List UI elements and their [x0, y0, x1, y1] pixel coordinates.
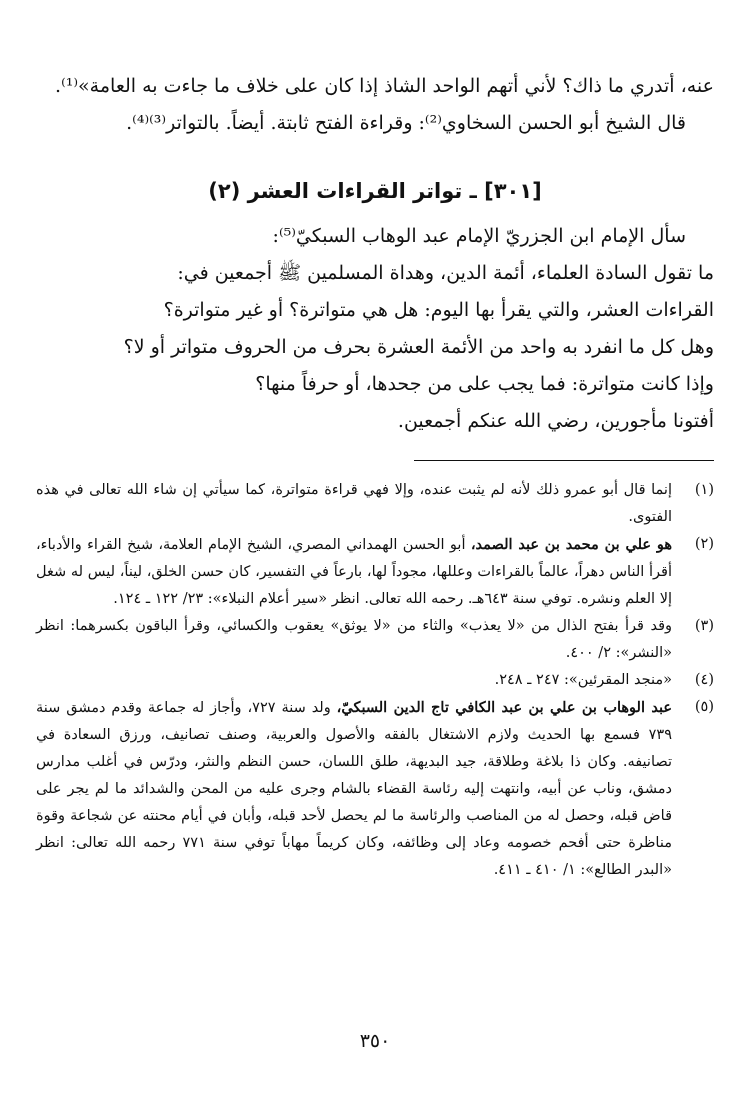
- footnote-4: [36, 667, 714, 694]
- footnote-body: ولد سنة ٧٢٧، وأجاز له جماعة وقدم دمشق سنة ٧٣٩ فسمع بها الحديث ولازم الاشتغال بالفقه والأصول والعربية، وصنف تصانيف، ورزق السعادة في تصانيفه. وكان ذا بلاغة وطلاقة، جيد البديهة، طلق اللسان، حسن النظم والنثر، ودرّس في أغلب مدارس دمشق، وناب عن أبيه، وانتهت إليه رئاسة القضاء بالشام وجرى عليه من المحن والشدائد ما لم يجر على قاض قبله، وحصل له من المناصب والرئاسة ما لم يحصل لأحد قبله، وأبان في أيام محنته عن شجاعة وقوة مناظرة حتى أفحم خصومه وعاد إلى وظائفه، وكان كريماً مهاباً توفي سنة ٧٧١ رحمه الله تعالى: انظر «البدر الطالع»: ١/ ٤١٠ ـ ٤١١.: [36, 700, 672, 878]
- footnote-text: [36, 694, 672, 884]
- footnote-1: [36, 477, 714, 531]
- footnote-text: [36, 531, 672, 613]
- footnote-2: [36, 531, 714, 613]
- question-line-6: أفتونا مأجورين، رضي الله عنكم أجمعين.: [397, 410, 714, 432]
- page-number: ٣٥٠: [359, 1030, 391, 1052]
- footnote-text: [36, 667, 672, 694]
- footnote-body: وقد قرأ بفتح الذال من «لا يعذب» والثاء من «لا يوثق» يعقوب والكسائي، وقرأ الباقون بكسرهما: انظر «النشر»: ٢/ ٤٠٠.: [36, 618, 672, 661]
- footnote-body: أبو الحسن الهمداني المصري، الشيخ الإمام العلامة، شيخ القراء والأدباء، أقرأ الناس دهراً، عالماً بالقراءات وعللها، مجوداً لها، بارعاً في التفسير، كان حسن الخلق، ليناً، ليس له شغل إلا العلم ونشره. توفي سنة ٦٤٣هـ. رحمه الله تعالى. انظر «سير أعلام النبلاء»: ٢٣/ ١٢٢ ـ ١٢٤.: [36, 537, 672, 607]
- question-line-3: القراءات العشر، والتي يقرأ بها اليوم: هل هي متواترة؟ أو غير متواترة؟: [163, 299, 714, 321]
- footnote-number: (١): [694, 482, 714, 498]
- footnote-3: [36, 613, 714, 667]
- footnote-text: [36, 613, 672, 667]
- question-line-4: وهل كل ما انفرد به واحد من الأئمة العشرة بحرف من الحروف متواتر أو لا؟: [123, 336, 714, 358]
- main-text: [36, 68, 714, 440]
- footnote-lead: هو علي بن محمد بن عبد الصمد،: [470, 536, 672, 553]
- footnote-divider: [414, 460, 714, 461]
- paragraph-continuation: عنه، أتدري ما ذاك؟ لأني أتهم الواحد الشاذ إذا كان على خلاف ما جاءت به العامة»⁽¹⁾.: [55, 75, 714, 97]
- paragraph-sakhawi: قال الشيخ أبو الحسن السخاوي⁽²⁾: وقراءة الفتح ثابتة. أيضاً. بالتواتر⁽³⁾⁽⁴⁾.: [126, 112, 686, 134]
- footnote-5: [36, 694, 714, 884]
- question-line-5: وإذا كانت متواترة: فما يجب على من جحدها، أو حرفاً منها؟: [255, 373, 714, 395]
- footnote-number: (٤): [694, 672, 714, 688]
- footnote-body: «منجد المقرئين»: ٢٤٧ ـ ٢٤٨.: [494, 672, 672, 688]
- footnote-lead: عبد الوهاب بن علي بن عبد الكافي تاج الدين السبكيّ،: [336, 699, 672, 716]
- footnote-body: إنما قال أبو عمرو ذلك لأنه لم يثبت عنده، وإلا فهي قراءة متواترة، كما سيأتي إن شاء الله تعالى في هذه الفتوى.: [36, 482, 672, 525]
- question-intro: سأل الإمام ابن الجزريّ الإمام عبد الوهاب السبكيّ⁽⁵⁾:: [272, 225, 686, 247]
- book-page: [36, 68, 714, 884]
- section-heading: [٣٠١] ـ تواتر القراءات العشر (٢): [208, 179, 542, 203]
- question-line-2: ما تقول السادة العلماء، أئمة الدين، وهداة المسلمين ﷺ أجمعين في:: [177, 262, 714, 284]
- footnotes: [36, 477, 714, 884]
- footnote-number: (٥): [694, 699, 714, 715]
- footnote-text: [36, 477, 672, 531]
- footnote-number: (٣): [694, 618, 714, 634]
- footnote-number: (٢): [694, 536, 714, 552]
